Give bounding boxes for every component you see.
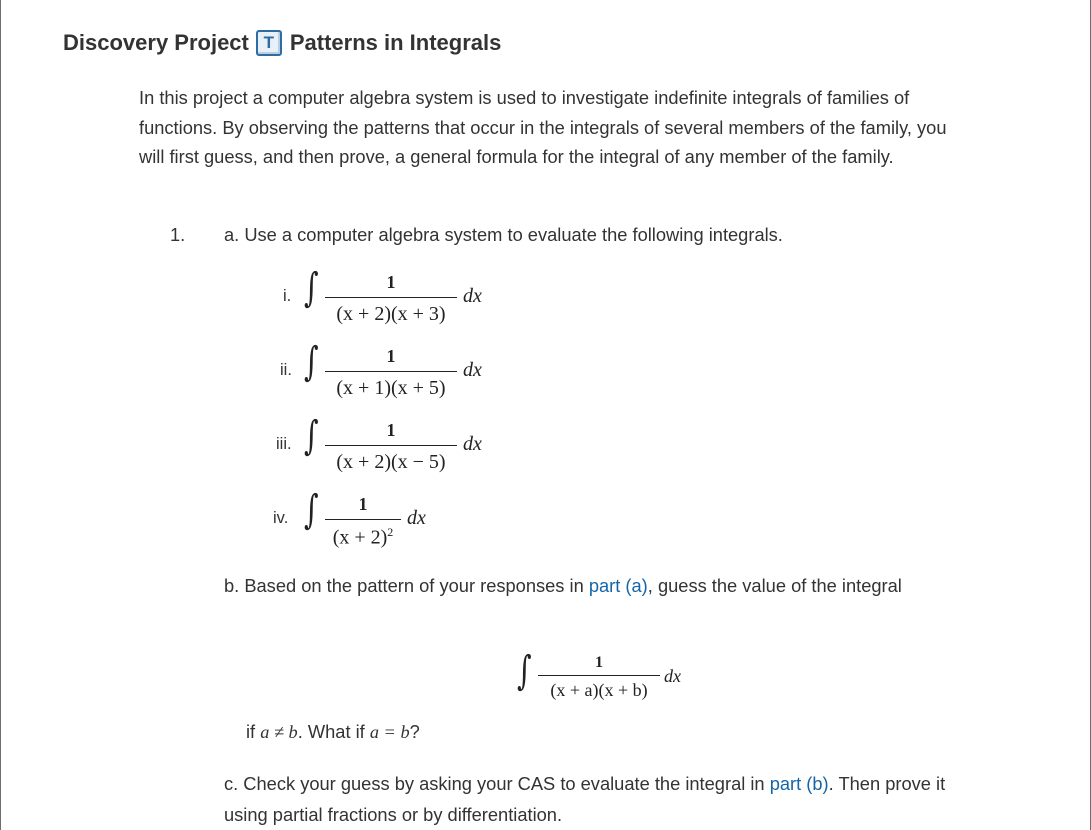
integral-sign-icon: ∫ [517, 648, 532, 694]
integrand-fraction [325, 494, 401, 550]
denominator: (x + 1)(x + 5) [336, 377, 446, 399]
page-title [63, 30, 501, 56]
denominator: (x + a)(x + b) [550, 680, 648, 700]
differential: dx [463, 285, 482, 307]
technology-badge-icon[interactable]: T [256, 30, 282, 56]
differential: dx [407, 507, 426, 529]
differential: dx [664, 666, 681, 686]
integrand-fraction [325, 420, 457, 474]
numerator: 1 [386, 272, 396, 292]
numerator: 1 [595, 654, 603, 671]
numerator: 1 [358, 494, 368, 514]
integral-label: iii. [276, 435, 292, 453]
differential: dx [463, 433, 482, 455]
part-a-text: a. Use a computer algebra system to evaluate the following integrals. [224, 224, 783, 245]
integrand-fraction [325, 346, 457, 400]
integral-sign-icon: ∫ [304, 339, 319, 385]
numerator: 1 [386, 420, 396, 440]
integral-sign-icon: ∫ [304, 487, 319, 533]
part-a-link[interactable]: part (a) [588, 575, 648, 596]
integral-sign-icon: ∫ [304, 265, 319, 311]
integrand-fraction [325, 272, 457, 326]
condition-text: if a ≠ b. What if a = b? [246, 721, 420, 742]
part-c-text: c. Check your guess by asking your CAS to evaluate the integral in part (b). Then prove it using partial fractions or by differentiation. [224, 773, 946, 825]
denominator: $(x + 2)^2$ [332, 525, 394, 549]
integrand-fraction [538, 654, 660, 701]
problem-number: 1. [170, 224, 186, 245]
part-b-text: b. Based on the pattern of your responses in part (a), guess the value of the integral [224, 575, 902, 596]
question-math: a = b [369, 722, 410, 742]
numerator: 1 [386, 346, 396, 366]
denominator: (x + 2)(x − 5) [336, 451, 446, 473]
integral-label: iv. [273, 509, 289, 527]
part-b-link[interactable]: part (b) [769, 773, 829, 794]
integral-sign-icon: ∫ [304, 413, 319, 459]
intro-paragraph: In this project a computer algebra system is used to investigate indefinite integrals of families of functions. By observing the patterns that occur in the integrals of several members of the family, you will first guess, and then prove, a general formula for the integral of any member of the family. [139, 87, 947, 168]
title-text: Patterns in Integrals [289, 30, 502, 55]
condition-math: a ≠ b [260, 722, 298, 742]
integral-label: ii. [280, 361, 292, 379]
title-prefix: Discovery Project [63, 30, 249, 55]
integral-label: i. [283, 287, 292, 305]
exponent: 2 [387, 525, 394, 539]
differential: dx [463, 359, 482, 381]
denominator: (x + 2)(x + 3) [336, 303, 446, 325]
